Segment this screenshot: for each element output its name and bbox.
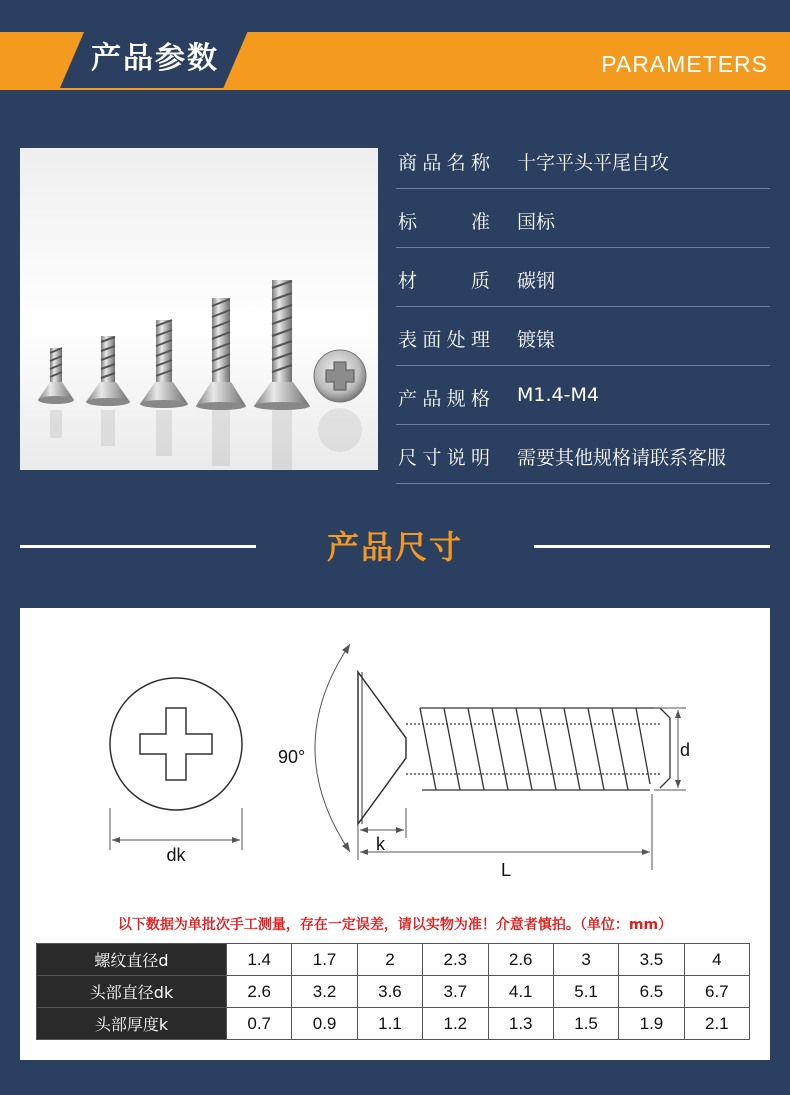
param-key: 产品规格 xyxy=(398,388,490,410)
param-row xyxy=(396,130,770,189)
param-row xyxy=(396,366,770,425)
table-cell: 3.7 xyxy=(423,976,488,1008)
table-cell: 2.6 xyxy=(488,944,553,976)
screw-2 xyxy=(86,336,130,406)
row-label: 头部厚度k xyxy=(37,1008,227,1040)
screw-3 xyxy=(140,320,188,408)
angle-label: 90° xyxy=(278,747,306,767)
L-label: L xyxy=(500,860,512,880)
table-cell: 6.7 xyxy=(684,976,749,1008)
table-cell: 3 xyxy=(553,944,618,976)
table-cell: 2.1 xyxy=(684,1008,749,1040)
table-row xyxy=(37,944,750,976)
param-key: 标准 xyxy=(398,211,490,233)
param-value: 国标 xyxy=(517,211,556,233)
table-cell: 1.7 xyxy=(292,944,357,976)
dimension-panel xyxy=(20,608,770,1060)
screws-image xyxy=(20,148,378,470)
param-value: 碳钢 xyxy=(517,270,556,292)
param-row xyxy=(396,248,770,307)
table-cell: 1.5 xyxy=(553,1008,618,1040)
top-view-drawing xyxy=(110,678,242,865)
param-value: 十字平头平尾自攻 xyxy=(517,152,670,174)
section-title: 产品尺寸 xyxy=(326,528,463,566)
table-cell: 4.1 xyxy=(488,976,553,1008)
table-cell: 1.3 xyxy=(488,1008,553,1040)
d-label: d xyxy=(680,740,691,760)
reflections xyxy=(50,408,362,470)
banner-title-en: PARAMETERS xyxy=(601,51,768,77)
param-value: 需要其他规格请联系客服 xyxy=(517,447,727,469)
row-label: 头部直径dk xyxy=(37,976,227,1008)
screw-head-top-view xyxy=(314,350,366,402)
screw-small xyxy=(38,348,74,404)
k-label: k xyxy=(376,834,385,854)
param-key: 商品名称 xyxy=(398,152,490,174)
table-cell: 3.5 xyxy=(619,944,684,976)
param-key: 表面处理 xyxy=(398,329,490,351)
table-cell: 3.6 xyxy=(357,976,422,1008)
table-cell: 5.1 xyxy=(553,976,618,1008)
table-cell: 1.2 xyxy=(423,1008,488,1040)
table-cell: 1.9 xyxy=(619,1008,684,1040)
param-value: M1.4-M4 xyxy=(517,384,599,406)
table-cell: 0.9 xyxy=(292,1008,357,1040)
table-cell: 3.2 xyxy=(292,976,357,1008)
param-row xyxy=(396,189,770,248)
measurement-note: 以下数据为单批次手工测量，存在一定误差，请以实物为准！介意者慎拍。（单位：mm） xyxy=(117,917,673,933)
product-photo xyxy=(20,148,378,470)
spec-table xyxy=(36,943,750,1040)
dimension-diagram xyxy=(20,608,770,908)
param-value: 镀镍 xyxy=(517,329,556,351)
side-view-drawing xyxy=(278,644,690,880)
table-cell: 2.3 xyxy=(423,944,488,976)
table-row xyxy=(37,976,750,1008)
table-cell: 1.4 xyxy=(227,944,292,976)
param-key: 材质 xyxy=(398,270,490,292)
table-cell: 1.1 xyxy=(357,1008,422,1040)
param-key: 尺寸说明 xyxy=(398,447,490,469)
table-cell: 2 xyxy=(357,944,422,976)
parameter-list xyxy=(396,130,770,484)
table-cell: 4 xyxy=(684,944,749,976)
param-row xyxy=(396,307,770,366)
table-cell: 2.6 xyxy=(227,976,292,1008)
screw-5 xyxy=(254,280,310,410)
dk-label: dk xyxy=(166,845,186,865)
table-cell: 0.7 xyxy=(227,1008,292,1040)
header-banner xyxy=(0,32,790,90)
row-label: 螺纹直径d xyxy=(37,944,227,976)
banner-title: 产品参数 xyxy=(91,41,219,76)
screw-4 xyxy=(196,298,246,410)
table-row xyxy=(37,1008,750,1040)
param-row xyxy=(396,425,770,484)
table-cell: 6.5 xyxy=(619,976,684,1008)
